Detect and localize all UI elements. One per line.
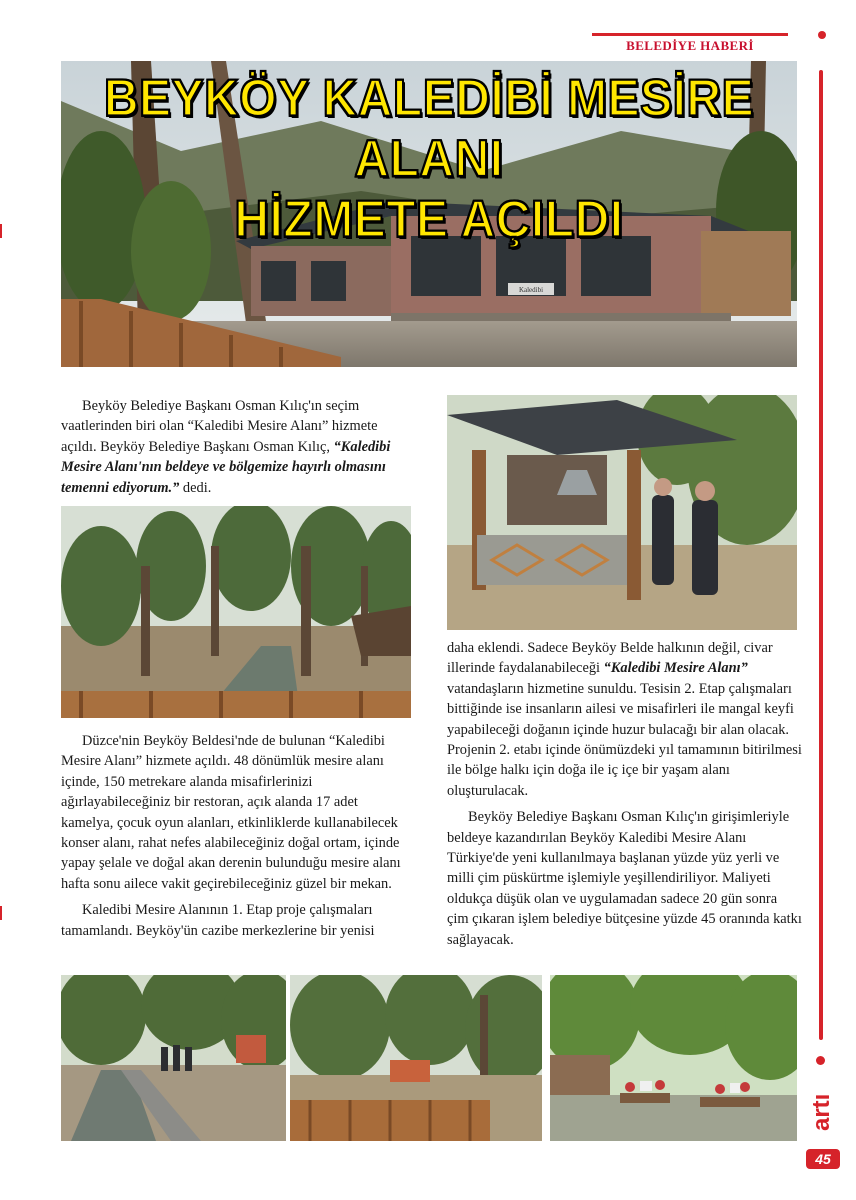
logo-text: artı: [808, 1093, 835, 1131]
intro-quote: “Kaledibi Mesire Alanı'nın beldeye ve bölgemize hayırlı olmasını temenni ediyorum.”: [61, 438, 391, 496]
magazine-logo: [808, 1076, 836, 1148]
right-text-start: daha eklendi. Sadece Beyköy Belde halkının değil, civar illerinde faydalanabileceği: [447, 640, 773, 677]
header-rule: [592, 33, 788, 36]
right-column-text: [447, 638, 802, 950]
left-paragraph-2: Kaledibi Mesire Alanının 1. Etap proje çalışmaları tamamlandı. Beyköy'ün cazibe merkezlerine bir yenisi: [61, 902, 375, 939]
right-paragraph-1: [447, 638, 802, 801]
headline-line-1: BEYKÖY KALEDİBİ MESİRE ALANI: [103, 70, 755, 189]
intro-end: dedi.: [179, 479, 212, 496]
photo-gazebo-visit: [447, 395, 797, 630]
photo-canal-visit: [61, 975, 286, 1141]
building-sign: Kaledibi: [518, 286, 544, 294]
left-paragraph-1: Düzce'nin Beyköy Beldesi'nde de bulunan “Kaledibi Mesire Alanı” hizmete açıldı. 48 dönümlük mesire alanı içinde, 150 metrekare alanda misafirlerinizi ağırlayabileceğiniz bir restoran, açık alanda 17 adet kamelya, çocuk oyun alanları, etkinliklerde kullanabilecek konser alanı, rahat nefes alabileceğiniz doğal ortam, içinde yapay şelale ve doğal akan derenin bulunduğu mesire alanı hafta sonu ailece vakit geçirebileceğiniz güzel bir mekan.: [61, 733, 401, 892]
section-label: BELEDİYE HABERİ: [626, 38, 754, 53]
headline-line-2: HİZMETE AÇILDI: [234, 191, 624, 249]
intro-text: Beyköy Belediye Başkanı Osman Kılıç'ın seçim vaatlerinden biri olan “Kaledibi Mesire Alanı” hizmete açıldı. Beyköy Belediye Başkanı Osman Kılıç,: [61, 398, 378, 455]
photo-park-stream: [61, 506, 411, 718]
header-dot: [818, 31, 826, 39]
photo-picnic-crowd: [550, 975, 797, 1141]
left-margin-mark: [0, 224, 2, 238]
margin-bar: [819, 70, 823, 1040]
right-quote: “Kaledibi Mesire Alanı”: [603, 660, 748, 677]
left-margin-mark: [0, 906, 2, 920]
right-paragraph-2: Beyköy Belediye Başkanı Osman Kılıç'ın girişimleriyle beldeye kazandırılan Beyköy Kaledibi Mesire Alanı Türkiye'de yeni kullanılmaya başlanan yüzde yüz yerli ve milli çim püskürtme işlemiyle yeşillendiriliyor. Maliyeti oldukça düşük olan ve uygulamadan sadece 20 gün sonra çim çıkaran işlem belediye bütçesine yüzde 45 oranında katkı sağlayacak.: [447, 809, 802, 948]
left-column-text: [61, 731, 411, 941]
headline: [61, 69, 797, 250]
page-number: 45: [806, 1149, 840, 1169]
photo-playground: [290, 975, 542, 1141]
margin-dot: [816, 1056, 825, 1065]
intro-paragraph: [61, 396, 411, 498]
right-text-end: vatandaşların hizmetine sunuldu. Tesisin 2. Etap çalışmaları bittiğinde ise insanların ailesi ve misafirleri ile mangal keyfi yapabileceği doğanın içinde huzur bulacağı bir alan olacak. Projenin 2. etabı içinde önümüzdeki yıl tamamının bitirilmesi ile bölge halkı için doğa ile iç içe bir yaşam alanı oluşturulacak.: [447, 680, 802, 799]
